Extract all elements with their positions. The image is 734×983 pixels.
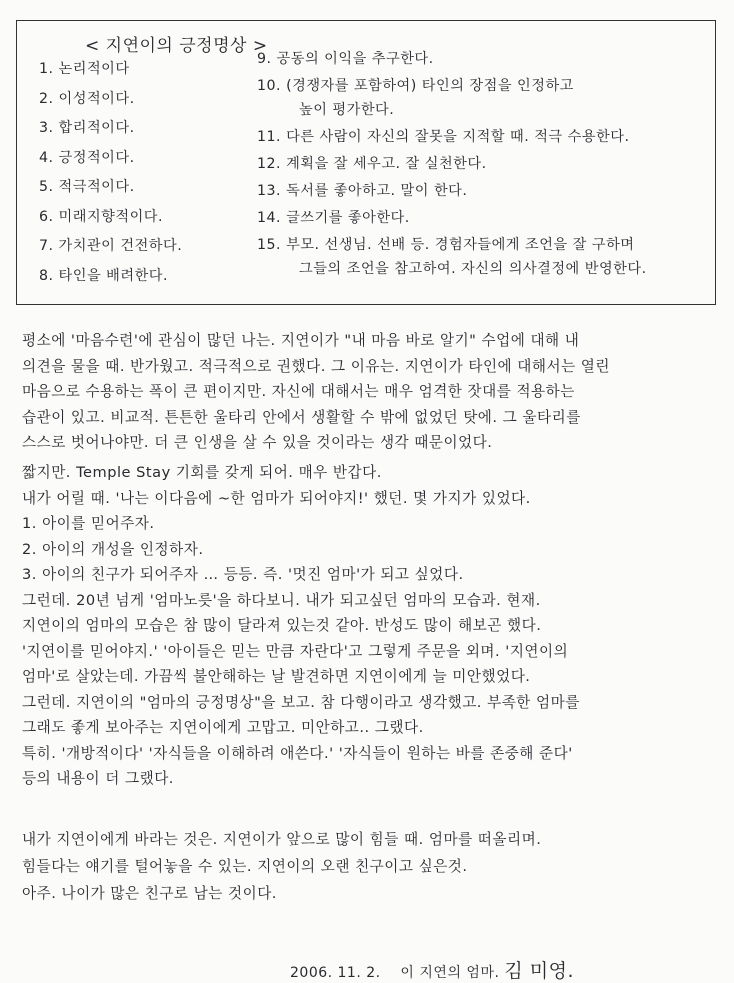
list-item-line: 15. 부모. 선생님. 선배 등. 경험자들에게 조언을 잘 구하며 (257, 237, 635, 253)
list-item-line: 9. 공동의 이익을 추구한다. (257, 51, 434, 67)
signature-date: 2006. 11. 2. (290, 965, 381, 981)
list-item-line: 11. 다른 사람이 자신의 잘못을 지적할 때. 적극 수용한다. (257, 129, 630, 145)
box-title: < 지연이의 긍정명상 > (79, 31, 274, 56)
list-item-continuation: 높이 평가한다. (299, 102, 395, 118)
text-line: 마음으로 수용하는 폭이 큰 편이지만. 자신에 대해서는 매우 엄격한 잣대를 적용하는 (22, 383, 575, 400)
list-item (257, 47, 712, 71)
body-paragraph-3 (22, 826, 722, 907)
list-item: 2. 이성적이다. (39, 90, 135, 107)
list-item: 8. 타인을 배려한다. (39, 267, 169, 284)
list-item (257, 74, 712, 122)
text-line: 1. 아이를 믿어주자. (22, 515, 155, 532)
signature-text: 이 지연의 엄마. (400, 965, 500, 981)
text-line: 내가 어릴 때. '나는 이다음에 ~한 엄마가 되어야지!' 했던. 몇 가지가 있었다. (22, 489, 531, 507)
text-line: 스스로 벗어나야만. 더 큰 인생을 살 수 있을 것이라는 생각 때문이었다. (22, 434, 493, 451)
text-line: 그런데. 지연이의 "엄마의 긍정명상"을 보고. 참 다행이라고 생각했고. 부족한 엄마를 (22, 693, 580, 711)
text-line: 그런데. 20년 넘게 '엄마노릇'을 하다보니. 내가 되고싶던 엄마의 모습과. 현재. (22, 591, 541, 609)
list-item (257, 179, 712, 203)
list-item (257, 206, 712, 230)
text-line: 그래도 좋게 보아주는 지연이에게 고맙고. 미안하고.. 그랬다. (22, 719, 424, 736)
text-line: 3. 아이의 친구가 되어주자 … 등등. 즉. '멋진 엄마'가 되고 싶었다. (22, 566, 464, 583)
text-line: 짧지만. Temple Stay 기회를 갖게 되어. 매우 반갑다. (22, 464, 382, 481)
list-item: 3. 합리적이다. (39, 120, 135, 136)
list-item: 6. 미래지향적이다. (39, 208, 163, 225)
signature-line (290, 956, 574, 983)
text-line: 엄마'로 살았는데. 가끔씩 불안해하는 날 발견하면 지연이에게 늘 미안했었다. (22, 668, 531, 685)
list-item (257, 152, 712, 176)
list-item-line: 13. 독서를 좋아하고. 말이 한다. (257, 183, 468, 199)
signature-name: 김 미영. (504, 960, 575, 982)
text-line: 2. 아이의 개성을 인정하자. (22, 540, 204, 558)
list-item-continuation: 그들의 조언을 참고하여. 자신의 의사결정에 반영한다. (299, 261, 647, 277)
list-item-line: 14. 글쓰기를 좋아한다. (257, 210, 410, 226)
list-right-column (257, 47, 712, 284)
list-item-line: 12. 계획을 잘 세우고. 잘 실천한다. (257, 156, 487, 172)
text-line: '지연이를 믿어야지.' '아이들은 믿는 만큼 자란다'고 그렇게 주문을 외며. '지연이의 (22, 642, 569, 660)
positive-meditation-box (16, 20, 716, 305)
text-line: 힘들다는 얘기를 털어놓을 수 있는. 지연이의 오랜 친구이고 싶은것. (22, 858, 468, 875)
text-line: 지연이의 엄마의 모습은 참 많이 달라져 있는것 같아. 반성도 많이 해보곤 했다. (22, 617, 542, 634)
text-line: 내가 지연이에게 바라는 것은. 지연이가 앞으로 많이 힘들 때. 엄마를 떠올리며. (22, 831, 542, 848)
text-line: 특히. '개방적이다' '자식들을 이해하려 애쓴다.' '자식들이 원하는 바를 존중해 준다' (22, 744, 573, 762)
list-item: 5. 적극적이다. (39, 179, 135, 195)
list-item (257, 125, 712, 149)
text-line: 의견을 물을 때. 반가웠고. 적극적으로 권했다. 그 이유는. 지연이가 타인에 대해서는 열린 (22, 357, 611, 375)
list-item: 1. 논리적이다 (39, 61, 130, 77)
list-item: 4. 긍정적이다. (39, 149, 135, 166)
body-paragraph-2 (22, 460, 722, 792)
text-line: 아주. 나이가 많은 친구로 남는 것이다. (22, 885, 277, 902)
body-paragraph-1 (22, 328, 722, 456)
text-line: 등의 내용이 더 그랬다. (22, 770, 174, 787)
list-item: 7. 가치관이 건전하다. (39, 238, 183, 254)
list-item (257, 233, 712, 281)
list-item-line: 10. (경쟁자를 포함하여) 타인의 장점을 인정하고 (257, 78, 574, 94)
text-line: 습관이 있고. 비교적. 튼튼한 울타리 안에서 생활할 수 밖에 없었던 탓에. 그 울타리를 (22, 408, 581, 426)
text-line: 평소에 '마음수련'에 관심이 많던 나는. 지연이가 "내 마음 바로 알기" 수업에 대해 내 (22, 332, 580, 349)
list-left-column (39, 55, 249, 291)
